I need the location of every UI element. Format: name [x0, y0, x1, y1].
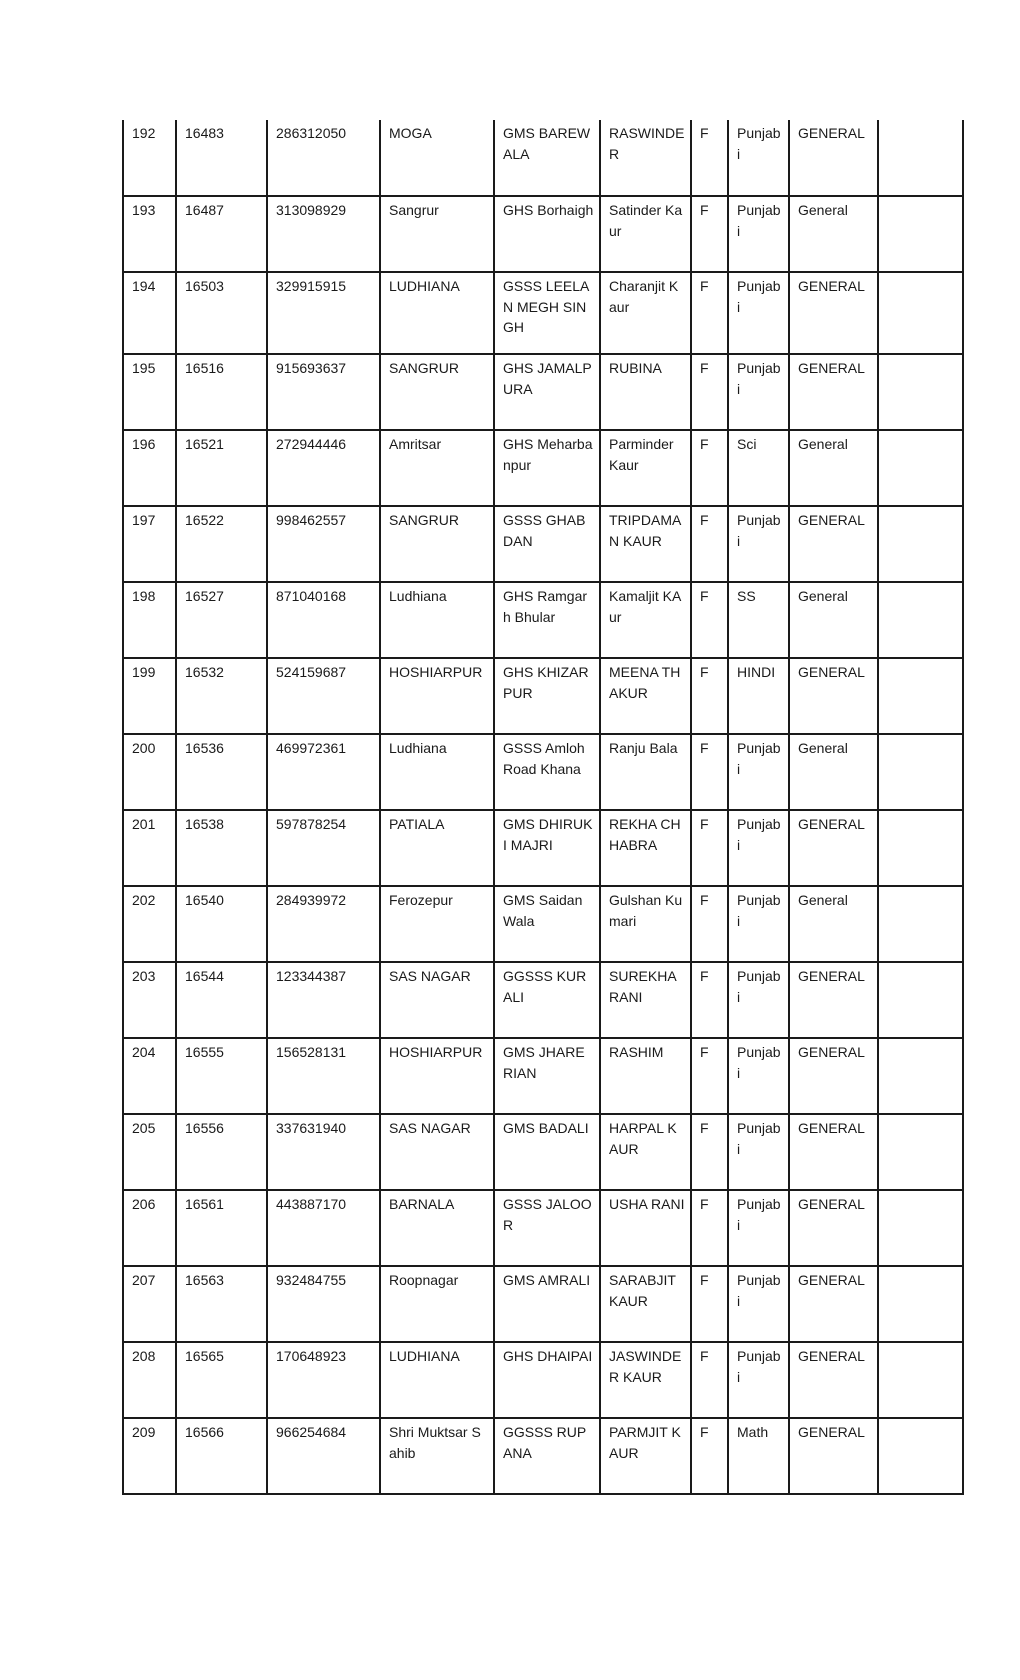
category-cell: GENERAL [789, 272, 878, 354]
number-cell: 313098929 [267, 196, 380, 272]
table-row [123, 962, 963, 1038]
subject-cell: Punjabi [728, 810, 789, 886]
subject-cell: Punjabi [728, 506, 789, 582]
id-cell: 16483 [176, 120, 267, 196]
number-cell: 469972361 [267, 734, 380, 810]
gender-cell: F [691, 354, 728, 430]
district-cell: Ludhiana [380, 582, 494, 658]
table-row [123, 582, 963, 658]
name-cell: PARMJIT KAUR [600, 1418, 691, 1494]
category-cell: GENERAL [789, 354, 878, 430]
table-body [123, 120, 963, 1494]
subject-cell: Punjabi [728, 196, 789, 272]
remarks-cell [878, 196, 963, 272]
number-cell: 597878254 [267, 810, 380, 886]
name-cell: RASHIM [600, 1038, 691, 1114]
number-cell: 286312050 [267, 120, 380, 196]
district-cell: SAS NAGAR [380, 1114, 494, 1190]
id-cell: 16536 [176, 734, 267, 810]
number-cell: 156528131 [267, 1038, 380, 1114]
category-cell: General [789, 886, 878, 962]
name-cell: HARPAL KAUR [600, 1114, 691, 1190]
subject-cell: Punjabi [728, 272, 789, 354]
school-cell: GHS JAMALPURA [494, 354, 600, 430]
table-row [123, 1266, 963, 1342]
serial-number-cell: 207 [123, 1266, 176, 1342]
school-cell: GMS DHIRUKI MAJRI [494, 810, 600, 886]
name-cell: MEENA THAKUR [600, 658, 691, 734]
school-cell: GMS BADALI [494, 1114, 600, 1190]
table-row [123, 1190, 963, 1266]
number-cell: 272944446 [267, 430, 380, 506]
category-cell: General [789, 582, 878, 658]
serial-number-cell: 202 [123, 886, 176, 962]
gender-cell: F [691, 120, 728, 196]
school-cell: GHS Ramgarh Bhular [494, 582, 600, 658]
category-cell: GENERAL [789, 1418, 878, 1494]
number-cell: 123344387 [267, 962, 380, 1038]
school-cell: GGSSS RUPANA [494, 1418, 600, 1494]
name-cell: TRIPDAMAN KAUR [600, 506, 691, 582]
id-cell: 16566 [176, 1418, 267, 1494]
id-cell: 16540 [176, 886, 267, 962]
table-row [123, 1342, 963, 1418]
school-cell: GMS Saidan Wala [494, 886, 600, 962]
subject-cell: SS [728, 582, 789, 658]
serial-number-cell: 195 [123, 354, 176, 430]
serial-number-cell: 205 [123, 1114, 176, 1190]
number-cell: 966254684 [267, 1418, 380, 1494]
id-cell: 16487 [176, 196, 267, 272]
id-cell: 16544 [176, 962, 267, 1038]
remarks-cell [878, 582, 963, 658]
id-cell: 16563 [176, 1266, 267, 1342]
district-cell: Shri Muktsar Sahib [380, 1418, 494, 1494]
remarks-cell [878, 430, 963, 506]
category-cell: GENERAL [789, 1190, 878, 1266]
name-cell: Satinder Kaur [600, 196, 691, 272]
table-row [123, 1418, 963, 1494]
name-cell: RASWINDER [600, 120, 691, 196]
category-cell: GENERAL [789, 506, 878, 582]
category-cell: General [789, 734, 878, 810]
category-cell: GENERAL [789, 658, 878, 734]
table-row [123, 810, 963, 886]
name-cell: RUBINA [600, 354, 691, 430]
gender-cell: F [691, 506, 728, 582]
district-cell: BARNALA [380, 1190, 494, 1266]
serial-number-cell: 206 [123, 1190, 176, 1266]
gender-cell: F [691, 658, 728, 734]
serial-number-cell: 196 [123, 430, 176, 506]
serial-number-cell: 200 [123, 734, 176, 810]
id-cell: 16521 [176, 430, 267, 506]
id-cell: 16516 [176, 354, 267, 430]
gender-cell: F [691, 734, 728, 810]
id-cell: 16555 [176, 1038, 267, 1114]
remarks-cell [878, 734, 963, 810]
serial-number-cell: 203 [123, 962, 176, 1038]
table-row [123, 1114, 963, 1190]
name-cell: SUREKHA RANI [600, 962, 691, 1038]
district-cell: LUDHIANA [380, 1342, 494, 1418]
serial-number-cell: 197 [123, 506, 176, 582]
district-cell: Ferozepur [380, 886, 494, 962]
gender-cell: F [691, 1190, 728, 1266]
remarks-cell [878, 886, 963, 962]
gender-cell: F [691, 962, 728, 1038]
school-cell: GMS JHARERIAN [494, 1038, 600, 1114]
subject-cell: Punjabi [728, 120, 789, 196]
remarks-cell [878, 506, 963, 582]
gender-cell: F [691, 196, 728, 272]
table-row [123, 430, 963, 506]
number-cell: 170648923 [267, 1342, 380, 1418]
name-cell: JASWINDER KAUR [600, 1342, 691, 1418]
subject-cell: Punjabi [728, 734, 789, 810]
gender-cell: F [691, 886, 728, 962]
school-cell: GHS DHAIPAI [494, 1342, 600, 1418]
name-cell: SARABJIT KAUR [600, 1266, 691, 1342]
school-cell: GGSSS KURALI [494, 962, 600, 1038]
school-cell: GMS BAREWALA [494, 120, 600, 196]
subject-cell: Sci [728, 430, 789, 506]
category-cell: GENERAL [789, 1342, 878, 1418]
number-cell: 871040168 [267, 582, 380, 658]
number-cell: 524159687 [267, 658, 380, 734]
category-cell: General [789, 196, 878, 272]
subject-cell: HINDI [728, 658, 789, 734]
school-cell: GHS KHIZARPUR [494, 658, 600, 734]
district-cell: Sangrur [380, 196, 494, 272]
subject-cell: Punjabi [728, 1342, 789, 1418]
number-cell: 329915915 [267, 272, 380, 354]
serial-number-cell: 194 [123, 272, 176, 354]
id-cell: 16527 [176, 582, 267, 658]
gender-cell: F [691, 1418, 728, 1494]
subject-cell: Punjabi [728, 1038, 789, 1114]
serial-number-cell: 198 [123, 582, 176, 658]
gender-cell: F [691, 810, 728, 886]
subject-cell: Punjabi [728, 354, 789, 430]
remarks-cell [878, 1342, 963, 1418]
subject-cell: Punjabi [728, 1190, 789, 1266]
name-cell: REKHA CHHABRA [600, 810, 691, 886]
serial-number-cell: 201 [123, 810, 176, 886]
id-cell: 16538 [176, 810, 267, 886]
table-row [123, 658, 963, 734]
table-row [123, 272, 963, 354]
number-cell: 915693637 [267, 354, 380, 430]
table-row [123, 886, 963, 962]
name-cell: Parminder Kaur [600, 430, 691, 506]
school-cell: GSSS Amloh Road Khana [494, 734, 600, 810]
gender-cell: F [691, 1266, 728, 1342]
remarks-cell [878, 1114, 963, 1190]
gender-cell: F [691, 272, 728, 354]
category-cell: GENERAL [789, 810, 878, 886]
subject-cell: Punjabi [728, 1114, 789, 1190]
number-cell: 932484755 [267, 1266, 380, 1342]
table-row [123, 734, 963, 810]
school-cell: GHS Borhaigh [494, 196, 600, 272]
gender-cell: F [691, 582, 728, 658]
name-cell: Gulshan Kumari [600, 886, 691, 962]
number-cell: 443887170 [267, 1190, 380, 1266]
number-cell: 998462557 [267, 506, 380, 582]
id-cell: 16522 [176, 506, 267, 582]
school-cell: GSSS JALOOR [494, 1190, 600, 1266]
serial-number-cell: 209 [123, 1418, 176, 1494]
name-cell: USHA RANI [600, 1190, 691, 1266]
remarks-cell [878, 658, 963, 734]
category-cell: GENERAL [789, 1266, 878, 1342]
district-cell: Roopnagar [380, 1266, 494, 1342]
table-row [123, 120, 963, 196]
remarks-cell [878, 120, 963, 196]
category-cell: GENERAL [789, 120, 878, 196]
table-row [123, 1038, 963, 1114]
remarks-cell [878, 272, 963, 354]
remarks-cell [878, 354, 963, 430]
gender-cell: F [691, 1342, 728, 1418]
candidate-table [122, 120, 964, 1495]
subject-cell: Punjabi [728, 886, 789, 962]
id-cell: 16503 [176, 272, 267, 354]
gender-cell: F [691, 1038, 728, 1114]
number-cell: 284939972 [267, 886, 380, 962]
remarks-cell [878, 962, 963, 1038]
serial-number-cell: 192 [123, 120, 176, 196]
remarks-cell [878, 810, 963, 886]
district-cell: Ludhiana [380, 734, 494, 810]
category-cell: General [789, 430, 878, 506]
remarks-cell [878, 1190, 963, 1266]
school-cell: GSSS GHABDAN [494, 506, 600, 582]
remarks-cell [878, 1418, 963, 1494]
school-cell: GHS Meharbanpur [494, 430, 600, 506]
school-cell: GSSS LEELAN MEGH SINGH [494, 272, 600, 354]
serial-number-cell: 204 [123, 1038, 176, 1114]
name-cell: Ranju Bala [600, 734, 691, 810]
remarks-cell [878, 1038, 963, 1114]
table-row [123, 354, 963, 430]
subject-cell: Punjabi [728, 962, 789, 1038]
number-cell: 337631940 [267, 1114, 380, 1190]
district-cell: HOSHIARPUR [380, 1038, 494, 1114]
id-cell: 16532 [176, 658, 267, 734]
subject-cell: Punjabi [728, 1266, 789, 1342]
subject-cell: Math [728, 1418, 789, 1494]
serial-number-cell: 193 [123, 196, 176, 272]
name-cell: Kamaljit KAur [600, 582, 691, 658]
serial-number-cell: 199 [123, 658, 176, 734]
district-cell: HOSHIARPUR [380, 658, 494, 734]
id-cell: 16556 [176, 1114, 267, 1190]
district-cell: LUDHIANA [380, 272, 494, 354]
district-cell: SANGRUR [380, 354, 494, 430]
category-cell: GENERAL [789, 1038, 878, 1114]
table-row [123, 196, 963, 272]
id-cell: 16561 [176, 1190, 267, 1266]
district-cell: MOGA [380, 120, 494, 196]
district-cell: PATIALA [380, 810, 494, 886]
category-cell: GENERAL [789, 1114, 878, 1190]
serial-number-cell: 208 [123, 1342, 176, 1418]
table-row [123, 506, 963, 582]
district-cell: SANGRUR [380, 506, 494, 582]
remarks-cell [878, 1266, 963, 1342]
name-cell: Charanjit Kaur [600, 272, 691, 354]
id-cell: 16565 [176, 1342, 267, 1418]
category-cell: GENERAL [789, 962, 878, 1038]
school-cell: GMS AMRALI [494, 1266, 600, 1342]
district-cell: SAS NAGAR [380, 962, 494, 1038]
gender-cell: F [691, 430, 728, 506]
gender-cell: F [691, 1114, 728, 1190]
district-cell: Amritsar [380, 430, 494, 506]
